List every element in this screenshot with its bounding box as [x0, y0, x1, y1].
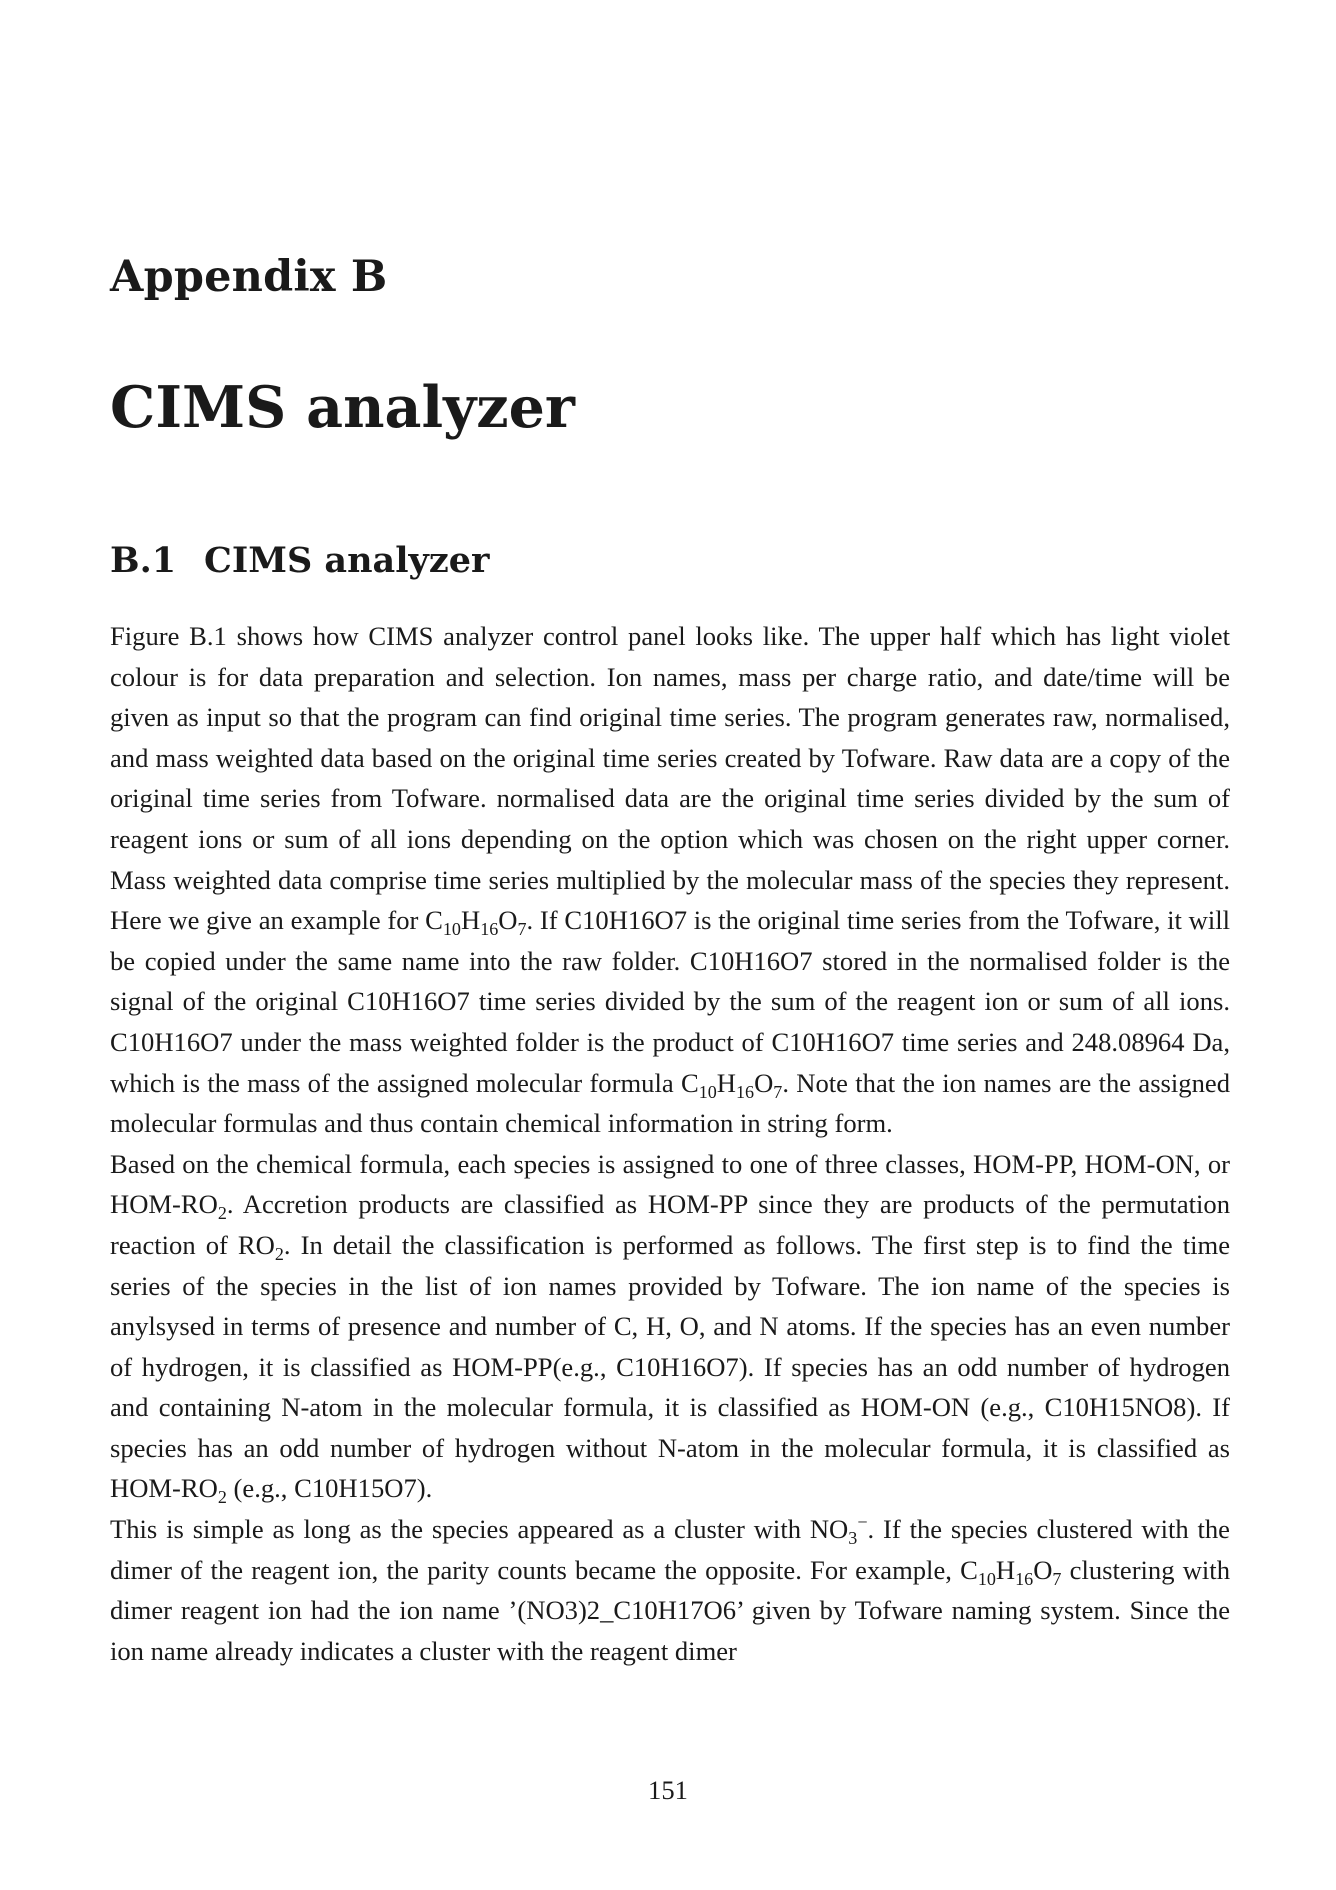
subscript: 16: [480, 918, 499, 939]
text-run: . Accretion products are classified as HOM-PP since they are products of the permutation reaction of RO: [110, 1189, 1230, 1260]
body-paragraph: [110, 1144, 1230, 1509]
text-run: . If C10H16O7 is the original time series from the Tofware, it will be copied under the same name into the raw folder. C10H16O7 stored in the normalised folder is the signal of the original C10H16O7 time series divided by the sum of the reagent ion or sum of all ions. C10H16O7 under the mass weighted folder is the product of C10H16O7 time series and 248.08964 Da, which is the mass of the assigned molecular formula C: [110, 905, 1230, 1098]
superscript: −: [857, 1512, 868, 1533]
subscript: 2: [217, 1487, 227, 1508]
text-run: (e.g., C10H15O7).: [226, 1473, 433, 1504]
text-run: O: [498, 905, 518, 936]
chapter-title: CIMS analyzer: [110, 374, 575, 441]
subscript: 7: [1052, 1568, 1062, 1589]
body-text: [110, 616, 1230, 1671]
section-heading: [110, 540, 489, 581]
text-run: This is simple as long as the species appeared as a cluster with NO: [110, 1514, 849, 1545]
text-run: H: [460, 905, 481, 936]
subscript: 7: [773, 1081, 783, 1102]
section-title: CIMS analyzer: [204, 540, 490, 581]
body-paragraph: [110, 1509, 1230, 1671]
text-run: H: [995, 1554, 1016, 1585]
text-run: . In detail the classification is performed as follows. The first step is to find the time series of the species in the list of ion names provided by Tofware. The ion name of the species is anylsysed in terms of presence and number of C, H, O, and N atoms. If the species has an even number of hydrogen, it is classified as HOM-PP(e.g., C10H16O7). If species has an odd number of hydrogen and containing N-atom in the molecular formula, it is classified as HOM-ON (e.g., C10H15NO8). If species has an odd number of hydrogen without N-atom in the molecular formula, it is classified as HOM-RO: [110, 1229, 1231, 1504]
body-paragraph: [110, 616, 1230, 1144]
subscript: 10: [977, 1568, 996, 1589]
subscript: 10: [442, 918, 461, 939]
page-number: 151: [648, 1775, 688, 1805]
text-run: Based on the chemical formula, each species is assigned to one of three classes, HOM-PP, HOM-ON, or HOM-RO: [110, 1148, 1230, 1220]
text-run: . Note that the ion names are the assigned molecular formulas and thus contain chemical information in string form.: [110, 1067, 1230, 1139]
subscript: 3: [848, 1527, 858, 1548]
text-run: . If the species clustered with the dimer of the reagent ion, the parity counts became the opposite. For example, C: [110, 1514, 1230, 1585]
subscript: 16: [1015, 1568, 1034, 1589]
subscript: 2: [217, 1203, 227, 1224]
subscript: 2: [274, 1243, 284, 1264]
subscript: 7: [517, 918, 527, 939]
text-run: H: [716, 1067, 736, 1098]
text-run: O: [1033, 1554, 1053, 1585]
subscript: 10: [698, 1081, 717, 1102]
appendix-label: Appendix B: [110, 252, 388, 302]
text-run: clustering with dimer reagent ion had the ion name ’(NO3)2_C10H17O6’ given by Tofware naming system. Since the ion name already indicates a cluster with the reagent dimer: [110, 1554, 1230, 1666]
subscript: 16: [735, 1081, 755, 1102]
text-run: O: [754, 1067, 774, 1098]
text-run: Figure B.1 shows how CIMS analyzer control panel looks like. The upper half which has light violet colour is for data preparation and selection. Ion names, mass per charge ratio, and date/time will be given as input so that the program can find original time series. The program generates raw, normalised, and mass weighted data based on the original time series created by Tofware. Raw data are a copy of the original time series from Tofware. normalised data are the original time series divided by the sum of reagent ions or sum of all ions depending on the option which was chosen on the right upper corner. Mass weighted data comprise time series multiplied by the molecular mass of the species they represent. Here we give an example for C: [110, 621, 1230, 936]
section-number: B.1: [110, 540, 177, 581]
